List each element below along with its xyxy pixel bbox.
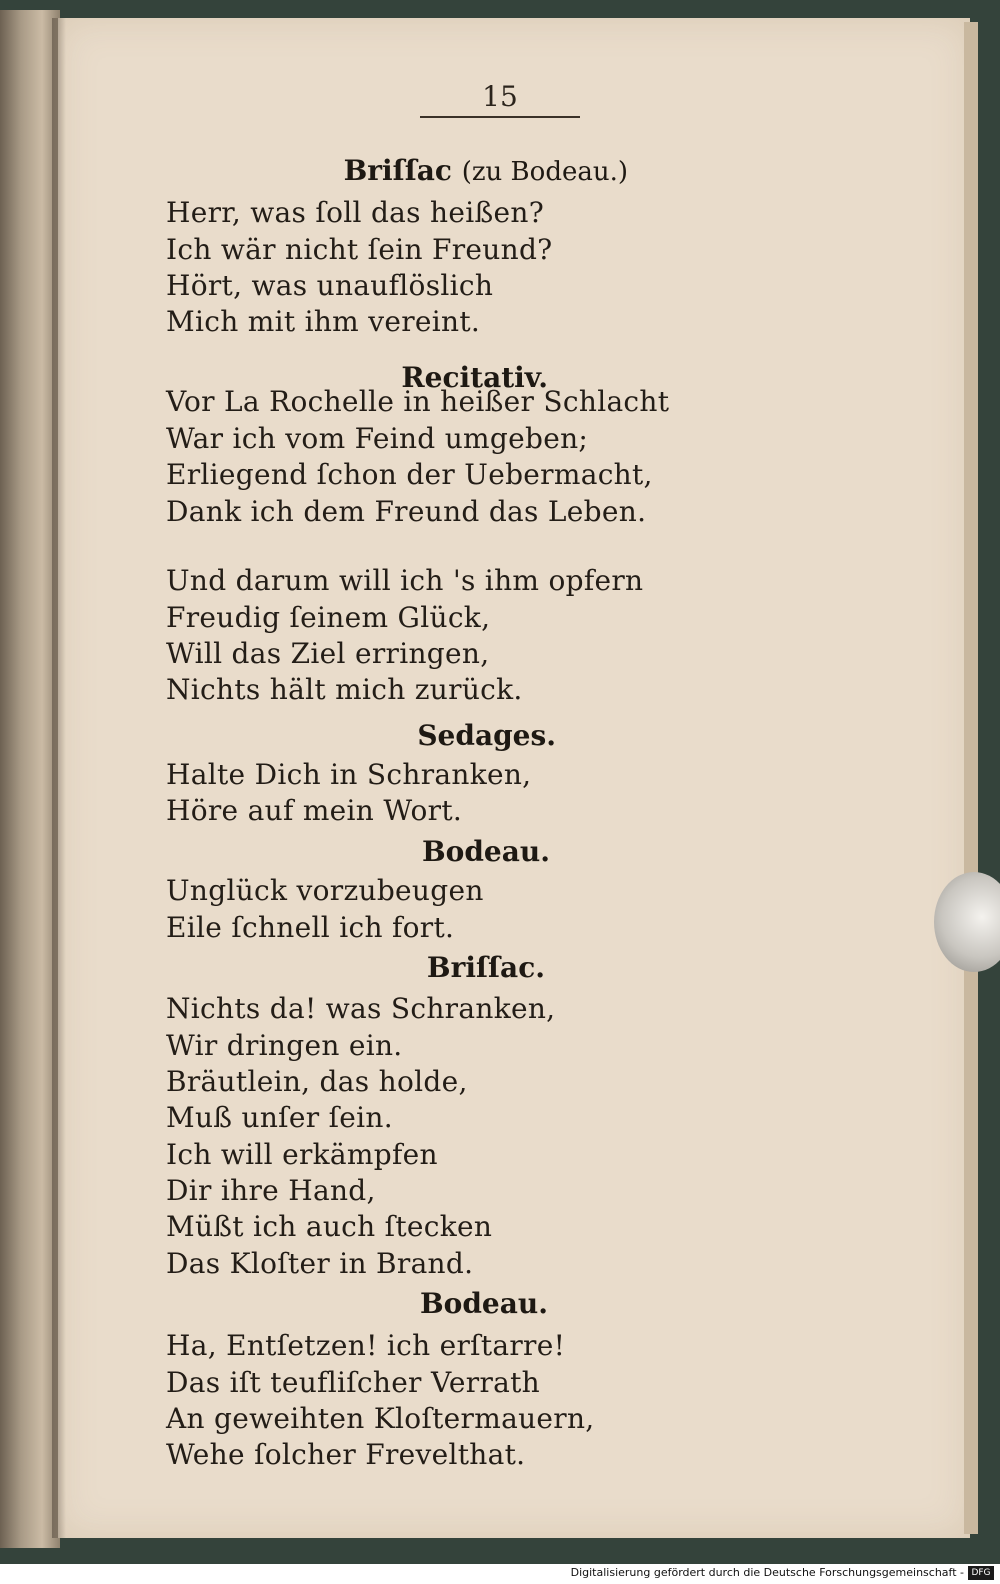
verse-line: Mich mit ihm vereint. [166, 305, 481, 338]
gutter-shadow [52, 18, 66, 1538]
speaker-name: Sedages. [417, 719, 556, 752]
dfg-logo: DFG [968, 1566, 994, 1580]
footer-bar [0, 1564, 1000, 1584]
speaker-heading [427, 950, 545, 986]
verse-line: Vor La Rochelle in heißer Schlacht [166, 385, 670, 418]
verse-line: Ha, Entſetzen! ich erſtarre! [166, 1329, 566, 1362]
verse-line: Erliegend ſchon der Uebermacht, [166, 458, 653, 491]
verse-line: Nichts hält mich zurück. [166, 673, 523, 706]
verse-line: Unglück vorzubeugen [166, 874, 484, 907]
page-number: 15 [482, 80, 518, 113]
verse-line: Muß unſer ſein. [166, 1101, 393, 1134]
verse-line: Ich will erkämpfen [166, 1138, 438, 1171]
speaker-heading [417, 718, 556, 754]
speaker-name: Briſſac. [426, 951, 545, 984]
verse-line: Müßt ich auch ſtecken [166, 1210, 493, 1243]
speaker-heading [422, 834, 550, 870]
verse-line: Dank ich dem Freund das Leben. [166, 495, 647, 528]
speaker-name: Briſſac [343, 154, 452, 187]
verse-line: Und darum will ich 's ihm opfern [166, 564, 644, 597]
speaker-name: Bodeau. [420, 1287, 548, 1320]
verse-line: Wehe ſolcher Frevelthat. [166, 1438, 526, 1471]
verse-line: Ich wär nicht ſein Freund? [166, 233, 553, 266]
speaker-name: Bodeau. [422, 835, 550, 868]
verse-line: Herr, was ſoll das heißen? [166, 196, 545, 229]
stage-direction: (zu Bodeau.) [461, 157, 628, 187]
verse-line: Freudig ſeinem Glück, [166, 601, 491, 634]
speaker-heading [420, 1286, 548, 1322]
verse-line: Eile ſchnell ich fort. [166, 911, 455, 944]
verse-line: War ich vom Feind umgeben; [166, 422, 589, 455]
verse-line: Das Kloſter in Brand. [166, 1247, 474, 1280]
speaker-heading [344, 153, 628, 190]
verse-line: Das iſt teufliſcher Verrath [166, 1366, 541, 1399]
header-rule [420, 116, 580, 118]
verse-line: Dir ihre Hand, [166, 1174, 376, 1207]
footer-credit: Digitalisierung gefördert durch die Deutsche Forschungsgemeinschaft - [570, 1566, 964, 1579]
book-gutter [0, 10, 60, 1548]
verse-line: An geweihten Kloſtermauern, [166, 1402, 595, 1435]
verse-line: Nichts da! was Schranken, [166, 992, 556, 1025]
verse-line: Hört, was unauflöslich [166, 269, 494, 302]
verse-line: Wir dringen ein. [166, 1029, 403, 1062]
page-edge [964, 22, 978, 1534]
verse-line: Halte Dich in Schranken, [166, 758, 532, 791]
verse-line: Bräutlein, das holde, [166, 1065, 468, 1098]
verse-line: Höre auf mein Wort. [166, 794, 463, 827]
verse-line: Will das Ziel erringen, [166, 637, 490, 670]
speaker-name: Recitativ. [401, 361, 548, 394]
